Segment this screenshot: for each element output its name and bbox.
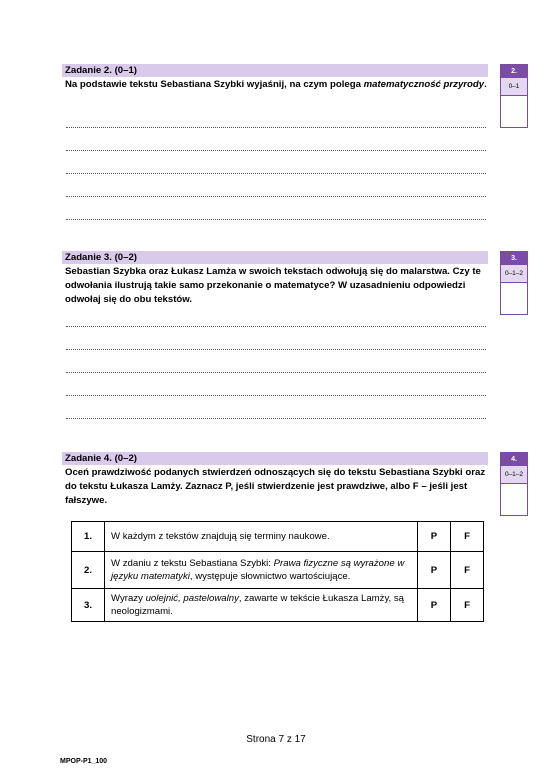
task-2: [62, 64, 488, 92]
task-4-score-field[interactable]: [501, 484, 527, 514]
answer-line[interactable]: [66, 417, 486, 419]
task-2-score-number: 2.: [501, 65, 527, 78]
task-2-header: Zadanie 2. (0–1): [62, 64, 488, 77]
false-option[interactable]: F: [451, 522, 484, 552]
document-code: MPOP-P1_100: [60, 758, 108, 765]
answer-line[interactable]: [66, 172, 486, 174]
answer-line[interactable]: [66, 126, 486, 128]
task-2-score-box: [500, 64, 528, 128]
task-4: [62, 452, 488, 508]
statement-number: 1.: [72, 522, 105, 552]
false-option[interactable]: F: [451, 589, 484, 622]
task-4-header: Zadanie 4. (0–2): [62, 452, 488, 465]
task-3-header: Zadanie 3. (0–2): [62, 251, 488, 264]
task-4-score-points: 0–1–2: [501, 466, 527, 484]
answer-line[interactable]: [66, 195, 486, 197]
task-4-score-box: [500, 452, 528, 516]
answer-line[interactable]: [66, 149, 486, 151]
statement-text: W zdaniu z tekstu Sebastiana Szybki: Prawa fizyczne są wyrażone w języku matematyki, występuje słownictwo wartościujące.: [105, 552, 418, 589]
true-false-table: [71, 521, 484, 622]
true-option[interactable]: P: [418, 552, 451, 589]
task-2-score-field[interactable]: [501, 96, 527, 126]
answer-line[interactable]: [66, 394, 486, 396]
statement-number: 3.: [72, 589, 105, 622]
task-3-instruction: Sebastian Szybka oraz Łukasz Lamża w swoich tekstach odwołują się do malarstwa. Czy te odwołania ilustrują takie samo przekonanie o matematyce? W uzasadnieniu odpowiedzi odwołaj się do obu tekstów.: [65, 266, 481, 305]
statement-text: W każdym z tekstów znajdują się terminy naukowe.: [105, 522, 418, 552]
answer-line[interactable]: [66, 348, 486, 350]
task-3: [62, 251, 488, 307]
task-3-score-box: [500, 251, 528, 315]
page-number: Strona 7 z 17: [246, 734, 306, 745]
task-2-score-points: 0–1: [501, 78, 527, 96]
table-row: [72, 589, 484, 622]
answer-line[interactable]: [66, 371, 486, 373]
true-option[interactable]: P: [418, 589, 451, 622]
task-4-score-number: 4.: [501, 453, 527, 466]
table-row: [72, 522, 484, 552]
statement-number: 2.: [72, 552, 105, 589]
statement-text: Wyrazy uolejnić, pastelowalny, zawarte w tekście Łukasza Lamży, są neologizmami.: [105, 589, 418, 622]
false-option[interactable]: F: [451, 552, 484, 589]
answer-line[interactable]: [66, 325, 486, 327]
answer-line[interactable]: [66, 218, 486, 220]
table-row: [72, 552, 484, 589]
task-3-score-field[interactable]: [501, 283, 527, 313]
task-2-instruction: Na podstawie tekstu Sebastiana Szybki wyjaśnij, na czym polega matematyczność przyrody.: [65, 79, 487, 90]
task-3-score-points: 0–1–2: [501, 265, 527, 283]
task-3-score-number: 3.: [501, 252, 527, 265]
task-4-instruction: Oceń prawdziwość podanych stwierdzeń odnoszących się do tekstu Sebastiana Szybki oraz do tekstu Łukasza Lamży. Zaznacz P, jeśli stwierdzenie jest prawdziwe, albo F – jeśli jest fałszywe.: [65, 467, 486, 506]
true-option[interactable]: P: [418, 522, 451, 552]
